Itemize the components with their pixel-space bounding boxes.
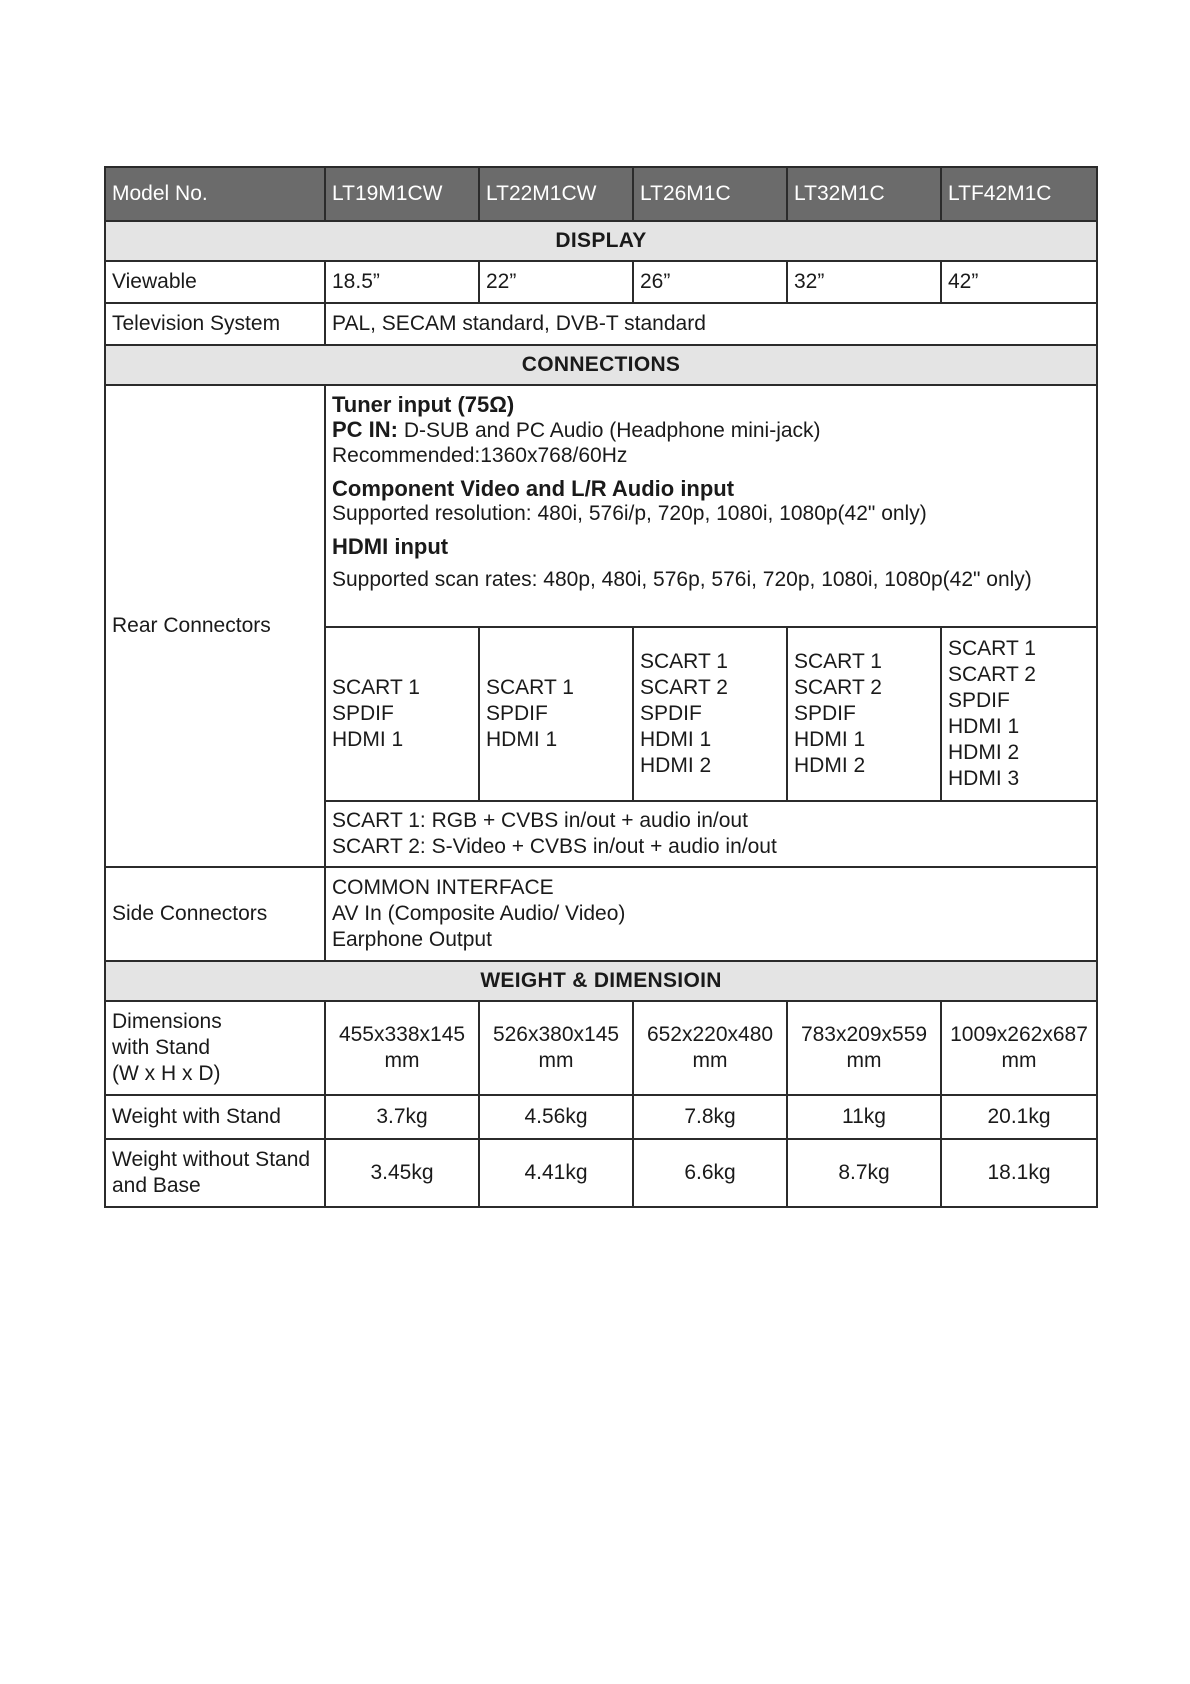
- slot-list: [479, 627, 633, 801]
- slot-list: [787, 627, 941, 801]
- viewable-value: 32”: [787, 261, 941, 303]
- row-label-line: Weight without Stand: [112, 1148, 311, 1171]
- dimension-unit: mm: [538, 1049, 574, 1072]
- row-label: Viewable: [105, 261, 325, 303]
- slot-list: [633, 627, 787, 801]
- weight-value: 4.41kg: [479, 1139, 633, 1207]
- dimension-unit: mm: [384, 1049, 420, 1072]
- weight-value: 11kg: [787, 1095, 941, 1139]
- section-display: [105, 221, 1097, 261]
- row-label: Side Connectors: [105, 867, 325, 961]
- slot-item: SCART 1: [794, 650, 882, 673]
- slot-item: SCART 1: [948, 637, 1036, 660]
- weight-value: 6.6kg: [633, 1139, 787, 1207]
- slot-item: HDMI 1: [640, 728, 712, 751]
- slot-item: SCART 2: [948, 663, 1036, 686]
- model-name: LT19M1CW: [325, 167, 479, 221]
- side-connector-item: Earphone Output: [332, 928, 492, 951]
- viewable-row: [105, 261, 1097, 303]
- model-name: LT22M1CW: [479, 167, 633, 221]
- section-title: DISPLAY: [105, 221, 1097, 261]
- row-label: Rear Connectors: [105, 385, 325, 867]
- dimension-unit: mm: [1001, 1049, 1037, 1072]
- slot-item: SPDIF: [332, 702, 394, 725]
- weight-value: 3.7kg: [325, 1095, 479, 1139]
- row-label: [105, 1139, 325, 1207]
- weight-value: 20.1kg: [941, 1095, 1097, 1139]
- weight-value: 8.7kg: [787, 1139, 941, 1207]
- slot-item: HDMI 2: [640, 754, 712, 777]
- dimension-number: 783x209x559: [800, 1023, 928, 1046]
- slot-item: HDMI 1: [794, 728, 866, 751]
- dimension-value: [633, 1001, 787, 1095]
- section-title: WEIGHT & DIMENSIOIN: [105, 961, 1097, 1001]
- model-name: LT26M1C: [633, 167, 787, 221]
- model-label: Model No.: [105, 167, 325, 221]
- row-label: Weight with Stand: [105, 1095, 325, 1139]
- slot-item: SPDIF: [486, 702, 548, 725]
- viewable-value: 22”: [479, 261, 633, 303]
- section-title: CONNECTIONS: [105, 345, 1097, 385]
- slot-item: SCART 1: [640, 650, 728, 673]
- rear-info-row: [105, 385, 1097, 627]
- hdmi-scan-rates: Supported scan rates: 480p, 480i, 576p, 576i, 720p, 1080i, 1080p(42" only): [332, 568, 1032, 591]
- scart-notes: [325, 801, 1097, 867]
- tv-system-row: [105, 303, 1097, 345]
- dimension-unit: mm: [846, 1049, 882, 1072]
- scart-note: SCART 2: S-Video + CVBS in/out + audio in/out: [332, 835, 777, 858]
- tv-system-value: PAL, SECAM standard, DVB-T standard: [325, 303, 1097, 345]
- side-connector-item: AV In (Composite Audio/ Video): [332, 902, 626, 925]
- pc-in-line: [332, 417, 1090, 443]
- dimension-value: [787, 1001, 941, 1095]
- dimension-value: [325, 1001, 479, 1095]
- component-resolution: Supported resolution: 480i, 576i/p, 720p, 1080i, 1080p(42" only): [332, 502, 927, 525]
- slot-item: HDMI 1: [948, 715, 1020, 738]
- header-row: [105, 167, 1097, 221]
- dimension-unit: mm: [692, 1049, 728, 1072]
- slot-item: SCART 1: [486, 676, 574, 699]
- viewable-value: 18.5”: [325, 261, 479, 303]
- slot-item: HDMI 1: [486, 728, 558, 751]
- row-label-line: (W x H x D): [112, 1062, 221, 1085]
- dimension-number: 652x220x480: [646, 1023, 774, 1046]
- dimension-number: 526x380x145: [492, 1023, 620, 1046]
- rear-connector-info: [325, 385, 1097, 627]
- weight-value: 4.56kg: [479, 1095, 633, 1139]
- pc-in-label: PC IN:: [332, 417, 398, 442]
- slot-item: SCART 2: [640, 676, 728, 699]
- tuner-input: Tuner input (75Ω): [332, 392, 515, 417]
- weight-value: 18.1kg: [941, 1139, 1097, 1207]
- slot-item: SPDIF: [948, 689, 1010, 712]
- row-label: [105, 1001, 325, 1095]
- side-connector-item: COMMON INTERFACE: [332, 876, 554, 899]
- weight-value: 3.45kg: [325, 1139, 479, 1207]
- scart-note: SCART 1: RGB + CVBS in/out + audio in/out: [332, 809, 748, 832]
- row-label: Television System: [105, 303, 325, 345]
- model-name: LTF42M1C: [941, 167, 1097, 221]
- model-name: LT32M1C: [787, 167, 941, 221]
- slot-list: [941, 627, 1097, 801]
- pc-in-text: D-SUB and PC Audio (Headphone mini-jack): [398, 419, 821, 442]
- row-label-line: with Stand: [112, 1036, 211, 1059]
- dimension-value: [941, 1001, 1097, 1095]
- pc-recommended: Recommended:1360x768/60Hz: [332, 444, 628, 467]
- section-connections: [105, 345, 1097, 385]
- row-label-line: and Base: [112, 1174, 201, 1197]
- slot-item: SPDIF: [640, 702, 702, 725]
- dimension-number: 1009x262x687: [950, 1023, 1088, 1046]
- component-title: Component Video and L/R Audio input: [332, 476, 735, 501]
- side-connector-list: [325, 867, 1097, 961]
- slot-item: HDMI 2: [948, 741, 1020, 764]
- slot-item: SPDIF: [794, 702, 856, 725]
- weight-value: 7.8kg: [633, 1095, 787, 1139]
- slot-item: SCART 2: [794, 676, 882, 699]
- viewable-value: 26”: [633, 261, 787, 303]
- hdmi-title: HDMI input: [332, 534, 449, 559]
- section-weight: [105, 961, 1097, 1001]
- weight-stand-row: [105, 1095, 1097, 1139]
- dimension-number: 455x338x145: [338, 1023, 466, 1046]
- slot-item: HDMI 1: [332, 728, 404, 751]
- slot-item: HDMI 2: [794, 754, 866, 777]
- weight-nostand-row: [105, 1139, 1097, 1207]
- slot-item: SCART 1: [332, 676, 420, 699]
- spec-table: [104, 166, 1098, 1208]
- slot-item: HDMI 3: [948, 767, 1020, 790]
- viewable-value: 42”: [941, 261, 1097, 303]
- slot-list: [325, 627, 479, 801]
- row-label-line: Dimensions: [112, 1010, 222, 1033]
- dimension-value: [479, 1001, 633, 1095]
- dimensions-row: [105, 1001, 1097, 1095]
- side-connectors-row: [105, 867, 1097, 961]
